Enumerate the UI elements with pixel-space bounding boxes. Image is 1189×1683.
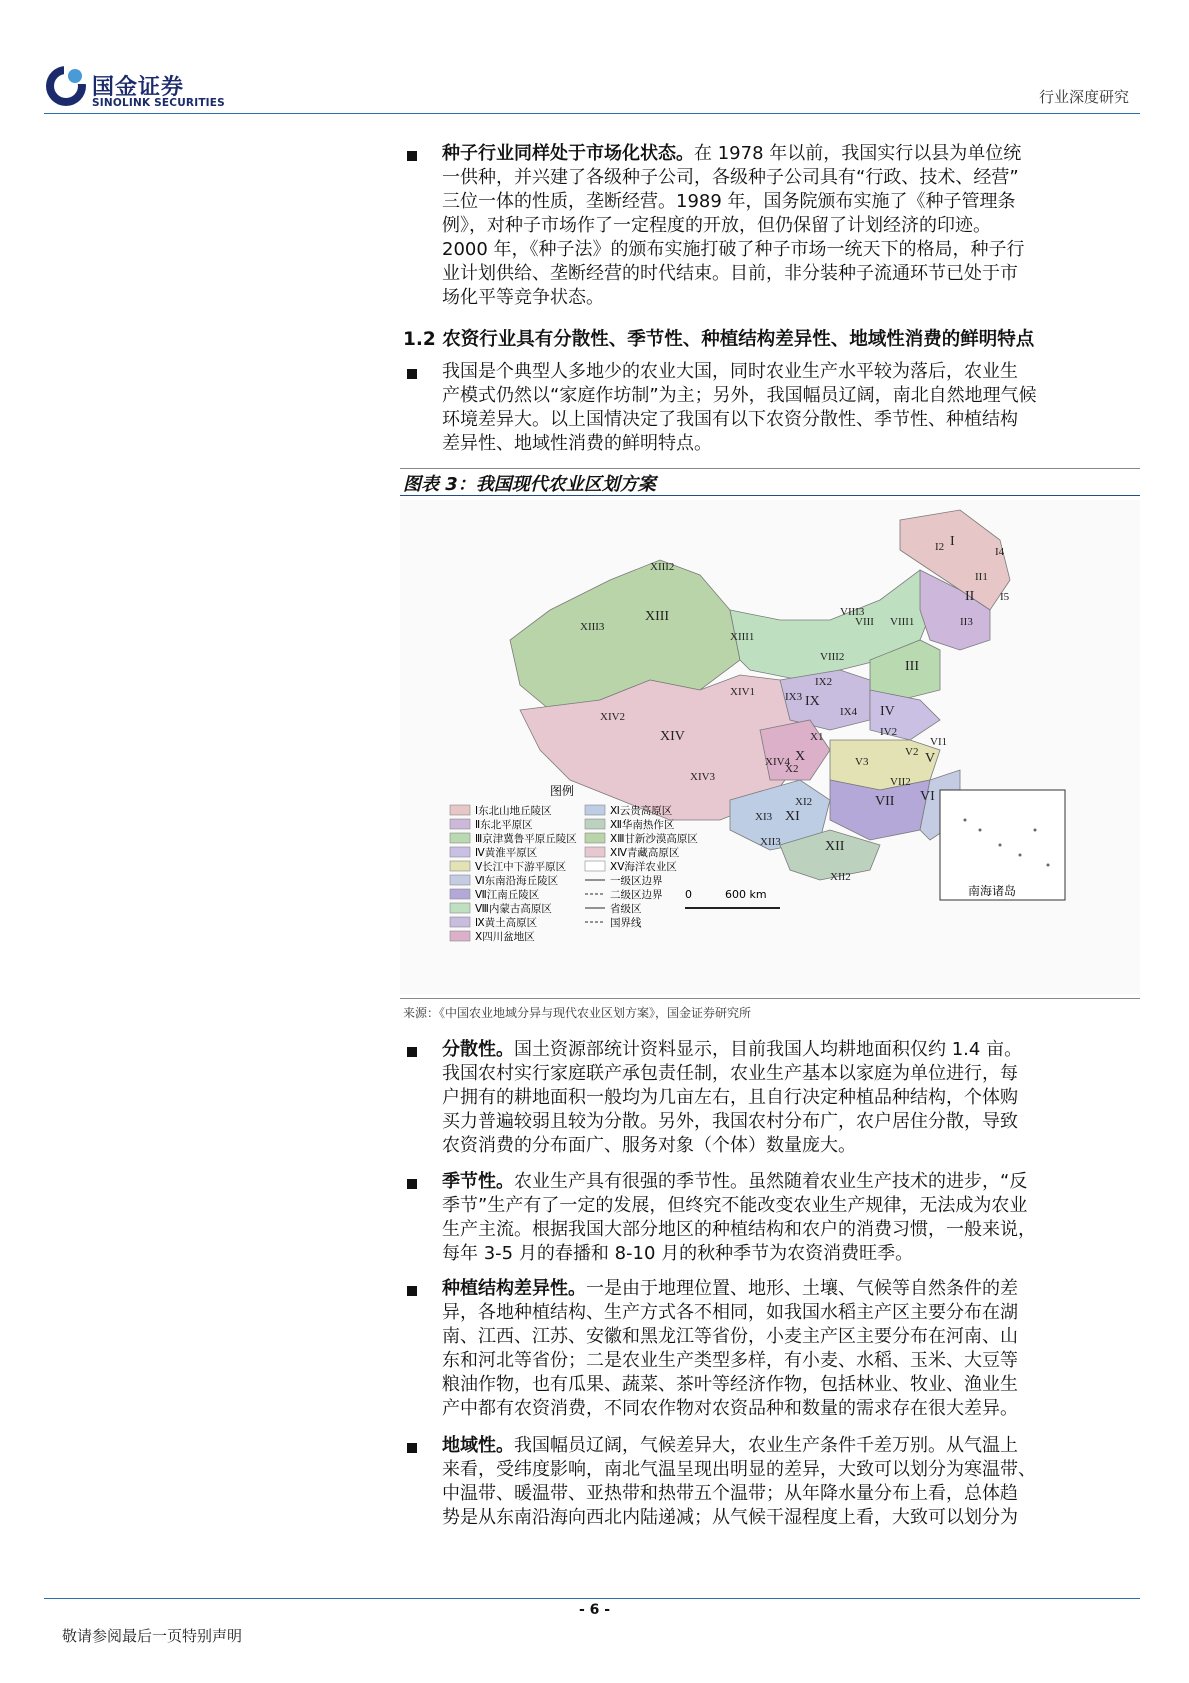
paragraph-lead: 种子行业同样处于市场化状态。 [442, 143, 694, 164]
text-line: 户拥有的耕地面积一般均为几亩左右，且自行决定种植品种结构，个体购 [442, 1087, 1018, 1108]
text-line: 一是由于地理位置、地形、土壤、气候等自然条件的差 [586, 1278, 1018, 1299]
region-label: XI3 [755, 811, 773, 823]
square-bullet-icon [407, 1443, 417, 1453]
scale-zero: 0 [685, 888, 692, 901]
region-label: V [925, 751, 936, 766]
region-label: XII [825, 839, 845, 854]
text-line: 农资消费的分布面广、服务对象（个体）数量庞大。 [442, 1135, 856, 1156]
legend-item-label: 一级区边界 [610, 875, 663, 887]
text-line: 生产主流。根据我国大部分地区的种植结构和农户的消费习惯，一般来说， [442, 1219, 1036, 1240]
region-label: IX4 [840, 706, 858, 718]
text-line: 东和河北等省份；二是农业生产类型多样，有小麦、水稻、玉米、大豆等 [442, 1350, 1018, 1371]
paragraph-seasonality [442, 1170, 1132, 1266]
legend-item-label: Ⅴ长江中下游平原区 [475, 861, 567, 873]
agricultural-zoning-map [400, 500, 1140, 994]
region-label: I [950, 534, 955, 549]
legend-swatch [450, 819, 470, 829]
legend-item-label: 二级区边界 [610, 889, 663, 901]
text-line: 异，各地种植结构、生产方式各不相同，如我国水稻主产区主要分布在湖 [442, 1302, 1018, 1323]
legend-item-label: 省级区 [610, 903, 642, 915]
legend-swatch [450, 847, 470, 857]
square-bullet-icon [407, 1047, 417, 1057]
text-line: 三位一体的性质，垄断经营。1989 年，国务院颁布实施了《种子管理条 [442, 191, 1016, 212]
square-bullet-icon [407, 1286, 417, 1296]
legend-swatch [450, 875, 470, 885]
text-line: 粮油作物，也有瓜果、蔬菜、茶叶等经济作物，包括林业、牧业、渔业生 [442, 1374, 1018, 1395]
region-label: I2 [935, 541, 945, 553]
text-line: 每年 3-5 月的春播和 8-10 月的秋种季节为农资消费旺季。 [442, 1243, 914, 1264]
region-label: X1 [810, 731, 824, 743]
region-label: XIV4 [765, 756, 791, 768]
paragraph-dispersion [442, 1038, 1132, 1158]
region-label: VIII [855, 616, 874, 628]
legend-title: 图例 [550, 784, 575, 798]
region-label: II3 [960, 616, 973, 628]
region-label: I5 [1000, 591, 1010, 603]
text-line: 环境差异大。以上国情决定了我国有以下农资分散性、季节性、种植结构 [442, 409, 1018, 430]
region-label: XIV1 [730, 686, 756, 698]
legend-item-label: Ⅲ京津冀鲁平原丘陵区 [475, 833, 577, 845]
logo-text-en: SINOLINK SECURITIES [92, 97, 225, 109]
text-line: 买力普遍较弱且较为分散。另外，我国农村分布广，农户居住分散，导致 [442, 1111, 1018, 1132]
region-label: VII2 [890, 776, 911, 788]
legend-swatch [450, 917, 470, 927]
legend-item-label: ⅩⅢ甘新沙漠高原区 [610, 833, 698, 845]
text-line: 差异性、地域性消费的鲜明特点。 [442, 433, 712, 454]
region-label: XIII2 [650, 561, 675, 573]
region-label: XI [785, 809, 800, 824]
text-line: 我国幅员辽阔，气候差异大，农业生产条件千差万别。从气温上 [514, 1435, 1018, 1456]
text-line: 场化平等竞争状态。 [442, 287, 604, 308]
paragraph-lead: 种植结构差异性。 [442, 1278, 586, 1299]
region-label: X [795, 749, 806, 764]
square-bullet-icon [407, 369, 417, 379]
figure-bottom-rule [400, 998, 1140, 999]
square-bullet-icon [407, 151, 417, 161]
legend-swatch [585, 819, 605, 829]
figure-title-rule [400, 495, 1140, 496]
legend-swatch [585, 847, 605, 857]
legend-item-label: Ⅶ江南丘陵区 [475, 889, 540, 901]
logo-text-cn: 国金证券 [92, 75, 185, 100]
region-label: VI1 [930, 736, 948, 748]
region-label: XIV2 [600, 711, 626, 723]
legend-item-label: 国界线 [610, 917, 642, 929]
region-label: X2 [785, 763, 799, 775]
region-label: III [905, 659, 919, 674]
figure-source: 来源：《中国农业地域分异与现代农业区划方案》，国金证券研究所 [403, 1006, 752, 1020]
square-bullet-icon [407, 1179, 417, 1189]
china-map-figure [400, 500, 1140, 994]
paragraph-regionality [442, 1434, 1132, 1530]
scale-label: 600 km [725, 888, 767, 901]
legend-item-label: Ⅳ黄淮平原区 [475, 847, 538, 859]
region-label: IV2 [880, 726, 898, 738]
legend-item-label: Ⅺ云贵高原区 [610, 805, 673, 817]
legend-swatch [585, 833, 605, 843]
legend-swatch [450, 889, 470, 899]
section-heading: 1.2 农资行业具有分散性、季节性、种植结构差异性、地域性消费的鲜明特点 [403, 329, 1035, 350]
paragraph-lead: 季节性。 [442, 1171, 514, 1192]
legend-item-label: Ⅵ东南沿海丘陵区 [475, 875, 559, 887]
region-label: VII [875, 794, 895, 809]
text-line: 国土资源部统计资料显示，目前我国人均耕地面积仅约 1.4 亩。 [514, 1039, 1023, 1060]
legend-item-label: Ⅷ内蒙古高原区 [475, 903, 552, 915]
text-line: 业计划供给、垄断经营的时代结束。目前，非分装种子流通环节已处于市 [442, 263, 1018, 284]
region-label: VIII3 [840, 606, 865, 618]
text-line: 例》，对种子市场作了一定程度的开放，但仍保留了计划经济的印迹。 [442, 215, 991, 236]
paragraph-lead: 分散性。 [442, 1039, 514, 1060]
region-label: V2 [905, 746, 919, 758]
legend-swatch [450, 903, 470, 913]
inset-label: 南海诸岛 [968, 884, 1017, 898]
legend-swatch [450, 833, 470, 843]
figure-top-rule [400, 468, 1140, 469]
text-line: 在 1978 年以前，我国实行以县为单位统 [694, 143, 1022, 164]
text-line: 南、江西、江苏、安徽和黑龙江等省份，小麦主产区主要分布在河南、山 [442, 1326, 1018, 1347]
legend-swatch [450, 931, 470, 941]
legend-item-label: Ⅹ四川盆地区 [475, 931, 535, 943]
figure-title: 图表 3：我国现代农业区划方案 [403, 474, 656, 495]
page-number: - 6 - [578, 1602, 611, 1618]
legend-item-label: ⅩⅤ海洋农业区 [610, 861, 677, 873]
region-label: XIV [660, 729, 685, 744]
region-label: XIII3 [580, 621, 605, 633]
region-xiii [510, 560, 740, 710]
region-label: XIII1 [730, 631, 755, 643]
legend-swatch [450, 805, 470, 815]
disclaimer-note: 敬请参阅最后一页特别声明 [62, 1627, 243, 1645]
region-label: VIII1 [890, 616, 915, 628]
legend-swatch [450, 861, 470, 871]
legend-left [450, 804, 577, 943]
footer-divider [44, 1598, 1140, 1599]
region-label: IX3 [785, 691, 803, 703]
legend-item-label: ⅩⅣ青藏高原区 [610, 847, 680, 859]
legend-swatch [585, 861, 605, 871]
region-label: IV [880, 704, 895, 719]
text-line: 农业生产具有很强的季节性。虽然随着农业生产技术的进步，“反 [514, 1171, 1028, 1192]
sinolink-logo-icon [44, 64, 88, 108]
text-line: 一供种，并兴建了各级种子公司，各级种子公司具有“行政、技术、经营” [442, 167, 1019, 188]
region-label: I4 [995, 546, 1005, 558]
region-label: VI [920, 789, 935, 804]
paragraph-seed-industry [442, 142, 1132, 310]
region-label: XIV3 [690, 771, 716, 783]
region-label: II1 [975, 571, 988, 583]
text-line: 势是从东南沿海向西北内陆递减；从气候干湿程度上看，大致可以划分为 [442, 1507, 1018, 1528]
region-label: XIII [645, 609, 670, 624]
text-line: 产中都有农资消费，不同农作物对农资品种和数量的需求存在很大差异。 [442, 1398, 1018, 1419]
region-label: II [965, 589, 975, 604]
region-label: VIII2 [820, 651, 845, 663]
header-divider [44, 113, 1140, 114]
report-type: 行业深度研究 [1038, 88, 1129, 106]
region-label: V3 [855, 756, 869, 768]
region-label: IX2 [815, 676, 833, 688]
text-line: 来看，受纬度影响，南北气温呈现出明显的差异，大致可以划分为寒温带、 [442, 1459, 1036, 1480]
region-label: XI2 [795, 796, 813, 808]
legend-item-label: Ⅱ东北平原区 [475, 819, 533, 831]
text-line: 产模式仍然以“家庭作坊制”为主；另外，我国幅员辽阔，南北自然地理气候 [442, 385, 1037, 406]
legend-item-label: Ⅰ东北山地丘陵区 [475, 805, 552, 817]
legend-item-label: Ⅻ华南热作区 [610, 819, 675, 831]
text-line: 我国农村实行家庭联产承包责任制，农业生产基本以家庭为单位进行，每 [442, 1063, 1018, 1084]
region-label: XII2 [830, 871, 851, 883]
region-label: IX [805, 694, 820, 709]
paragraph-national-conditions [442, 360, 1132, 456]
legend-right [585, 804, 698, 929]
text-line: 2000 年，《种子法》的颁布实施打破了种子市场一统天下的格局，种子行 [442, 239, 1025, 260]
paragraph-lead: 地域性。 [442, 1435, 514, 1456]
text-line: 中温带、暖温带、亚热带和热带五个温带；从年降水量分布上看，总体趋 [442, 1483, 1018, 1504]
legend-swatch [585, 805, 605, 815]
paragraph-planting-structure [442, 1277, 1132, 1421]
text-line: 季节”生产有了一定的发展，但终究不能改变农业生产规律，无法成为农业 [442, 1195, 1028, 1216]
region-label: XII3 [760, 836, 781, 848]
text-line: 我国是个典型人多地少的农业大国，同时农业生产水平较为落后，农业生 [442, 361, 1018, 382]
legend-item-label: Ⅸ黄土高原区 [475, 917, 538, 929]
